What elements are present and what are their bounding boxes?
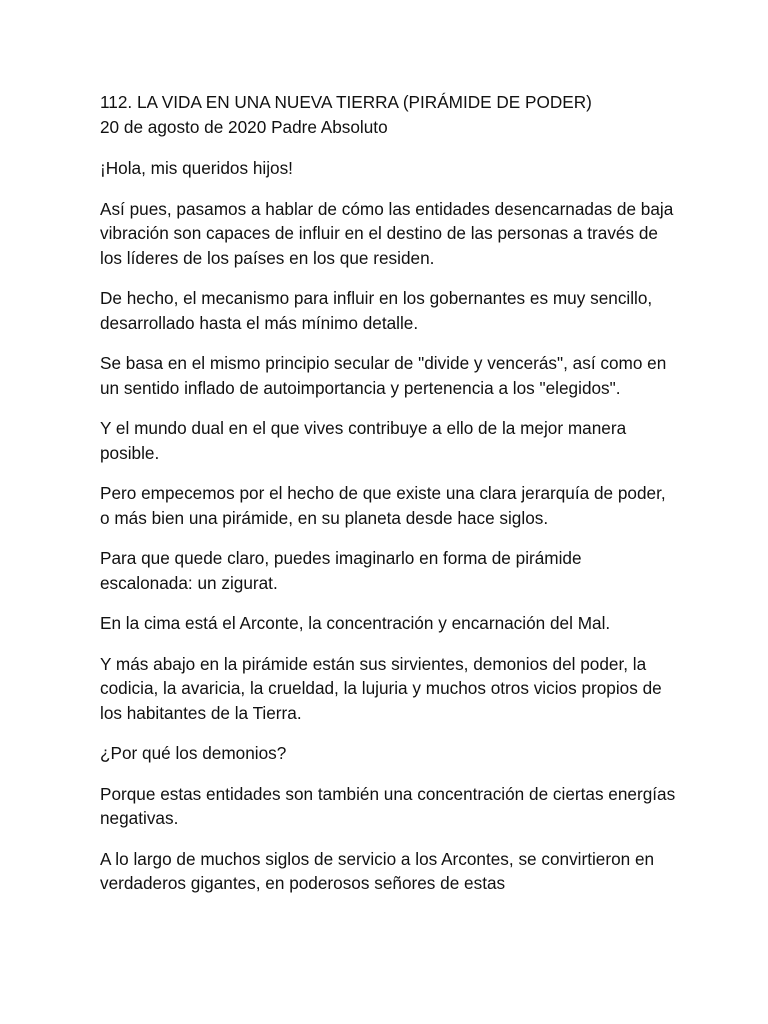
paragraph: En la cima está el Arconte, la concentración y encarnación del Mal.: [100, 613, 611, 633]
paragraph: Así pues, pasamos a hablar de cómo las entidades desencarnadas de baja vibración son capaces de influir en el destino de las personas a través de los líderes de los países en los que residen.: [100, 198, 674, 268]
paragraph: Y el mundo dual en el que vives contribuye a ello de la mejor manera posible.: [100, 418, 627, 463]
document-title: 112. LA VIDA EN UNA NUEVA TIERRA (PIRÁMIDE DE PODER): [100, 92, 592, 112]
paragraph: Pero empecemos por el hecho de que existe una clara jerarquía de poder, o más bien una pirámide, en su planeta desde hace siglos.: [100, 483, 666, 528]
paragraph-greeting: ¡Hola, mis queridos hijos!: [100, 158, 293, 178]
document-header: [100, 90, 676, 139]
paragraph-question: ¿Por qué los demonios?: [100, 743, 287, 763]
paragraph-truncated: A lo largo de muchos siglos de servicio a los Arcontes, se convirtieron en verdaderos gigantes, en poderosos señores de estas: [100, 848, 655, 893]
paragraph: Se basa en el mismo principio secular de "divide y vencerás", así como en un sentido inflado de autoimportancia y pertenencia a los "elegidos".: [100, 353, 667, 398]
document-date-author: 20 de agosto de 2020 Padre Absoluto: [100, 116, 388, 137]
paragraph: De hecho, el mecanismo para influir en los gobernantes es muy sencillo, desarrollado hasta el más mínimo detalle.: [100, 288, 653, 333]
paragraph: Porque estas entidades son también una concentración de ciertas energías negativas.: [100, 783, 676, 828]
paragraph: Para que quede claro, puedes imaginarlo en forma de pirámide escalonada: un zigurat.: [100, 548, 582, 593]
paragraph: Y más abajo en la pirámide están sus sirvientes, demonios del poder, la codicia, la avaricia, la crueldad, la lujuria y muchos otros vicios propios de los habitantes de la Tierra.: [100, 653, 662, 723]
